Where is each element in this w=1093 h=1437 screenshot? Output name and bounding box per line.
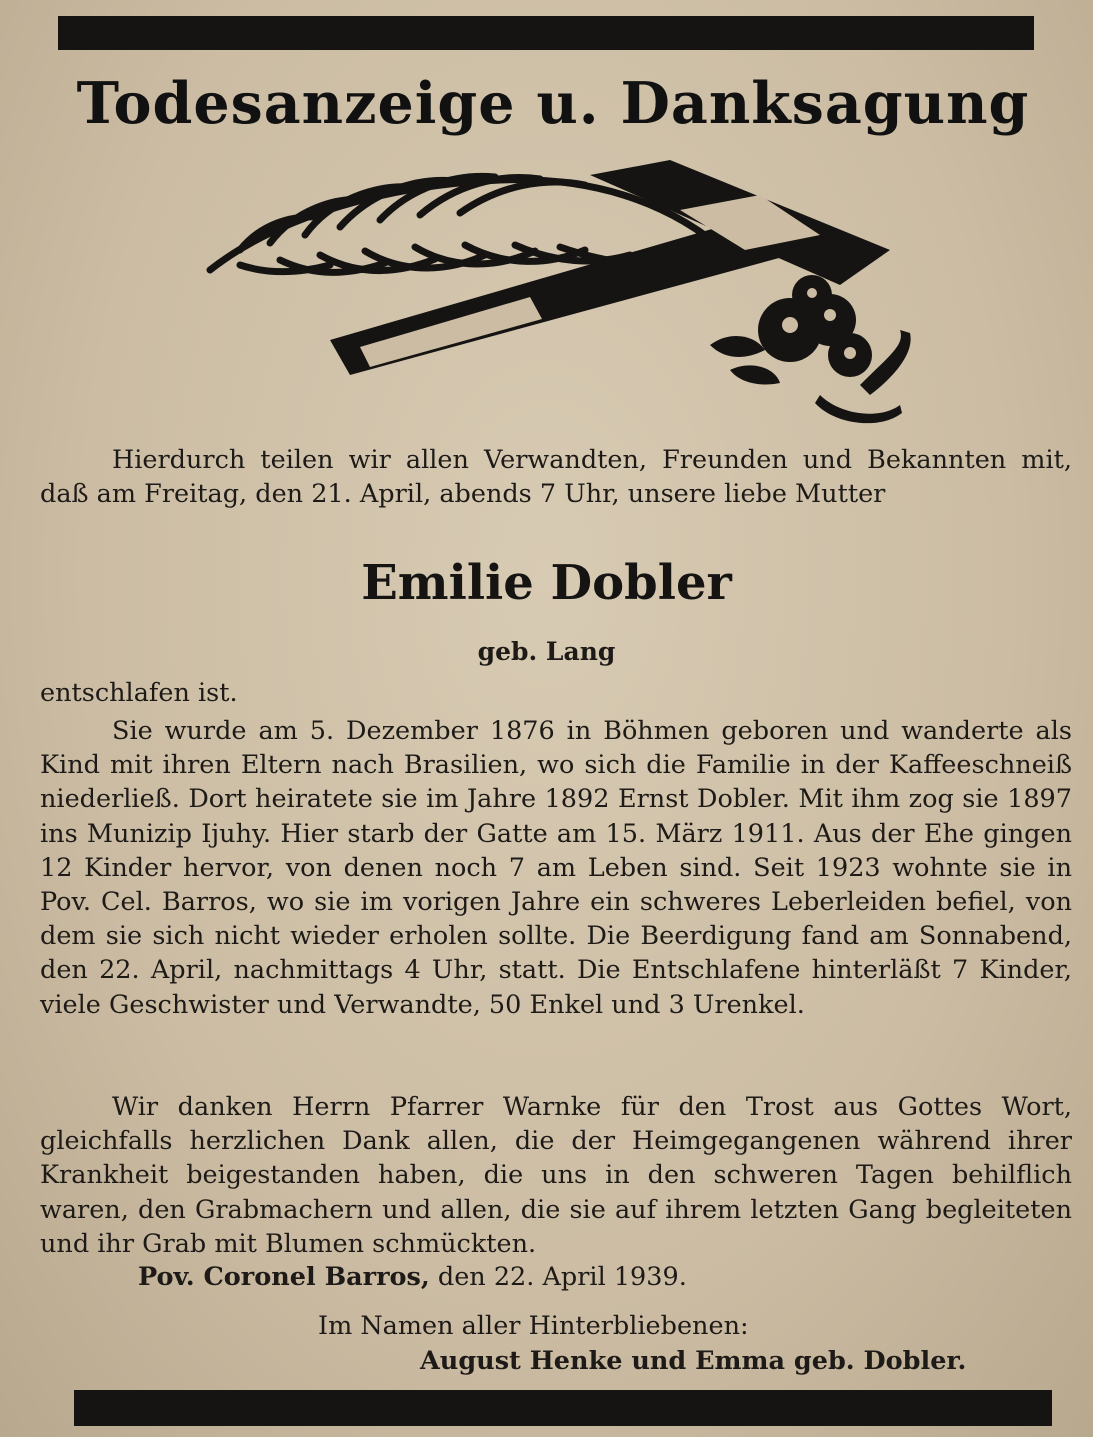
thanks-paragraph [40,1090,1072,1261]
thanks-text: Wir danken Herrn Pfarrer Warnke für den Trost aus Gottes Wort, gleichfalls herzlichen Dank allen, die der Heimgegangenen während ihrer Krankheit beigestanden haben, die uns in den schweren Tagen behilflich waren, den Grabmachern und allen, die sie auf ihrem letzten Gang begleiteten und ihr Grab mit Blumen schmückten. [40,1092,1072,1259]
top-border-bar [58,16,1034,50]
signature-intro: Im Namen aller Hinterbliebenen: [318,1311,749,1341]
place: Pov. Coronel Barros, [138,1262,430,1292]
passed-text: entschlafen ist. [40,678,238,708]
cross-with-palm-branch-and-flowers-icon [200,155,920,435]
date: den 22. April 1939. [437,1262,687,1292]
notice-heading: Todesanzeige u. Danksagung [76,70,1030,137]
intro-paragraph [40,443,1072,511]
biography-paragraph [40,714,1072,1022]
bottom-border-bar [74,1390,1052,1426]
passed-paragraph [40,676,1072,710]
biography-text: Sie wurde am 5. Dezember 1876 in Böhmen geboren und wanderte als Kind mit ihren Eltern nach Brasilien, wo sich die Familie in der Kaffeeschneiß niederließ. Dort heiratete sie im Jahre 1892 Ernst Dobler. Mit ihm zog sie 1897 ins Munizip Ijuhy. Hier starb der Gatte am 15. März 1911. Aus der Ehe gingen 12 Kinder hervor, von denen noch 7 am Leben sind. Seit 1923 wohnte sie in Pov. Cel. Barros, wo sie im vorigen Jahre ein schweres Leberleiden befiel, von dem sie sich nicht wieder erholen sollte. Die Beerdigung fand am Sonnabend, den 22. April, nachmittags 4 Uhr, statt. Die Entschlafene hinterläßt 7 Kinder, viele Geschwister und Verwandte, 50 Enkel und 3 Urenkel. [40,716,1072,1020]
signatories: August Henke und Emma geb. Dobler. [420,1346,967,1376]
intro-text: Hierdurch teilen wir allen Verwandten, Freunden und Bekannten mit, daß am Freitag, den 21. April, abends 7 Uhr, unsere liebe Mutter [40,445,1072,510]
place-date-line [138,1262,687,1292]
birth-name: geb. Lang [477,637,616,666]
deceased-name: Emilie Dobler [361,555,732,611]
